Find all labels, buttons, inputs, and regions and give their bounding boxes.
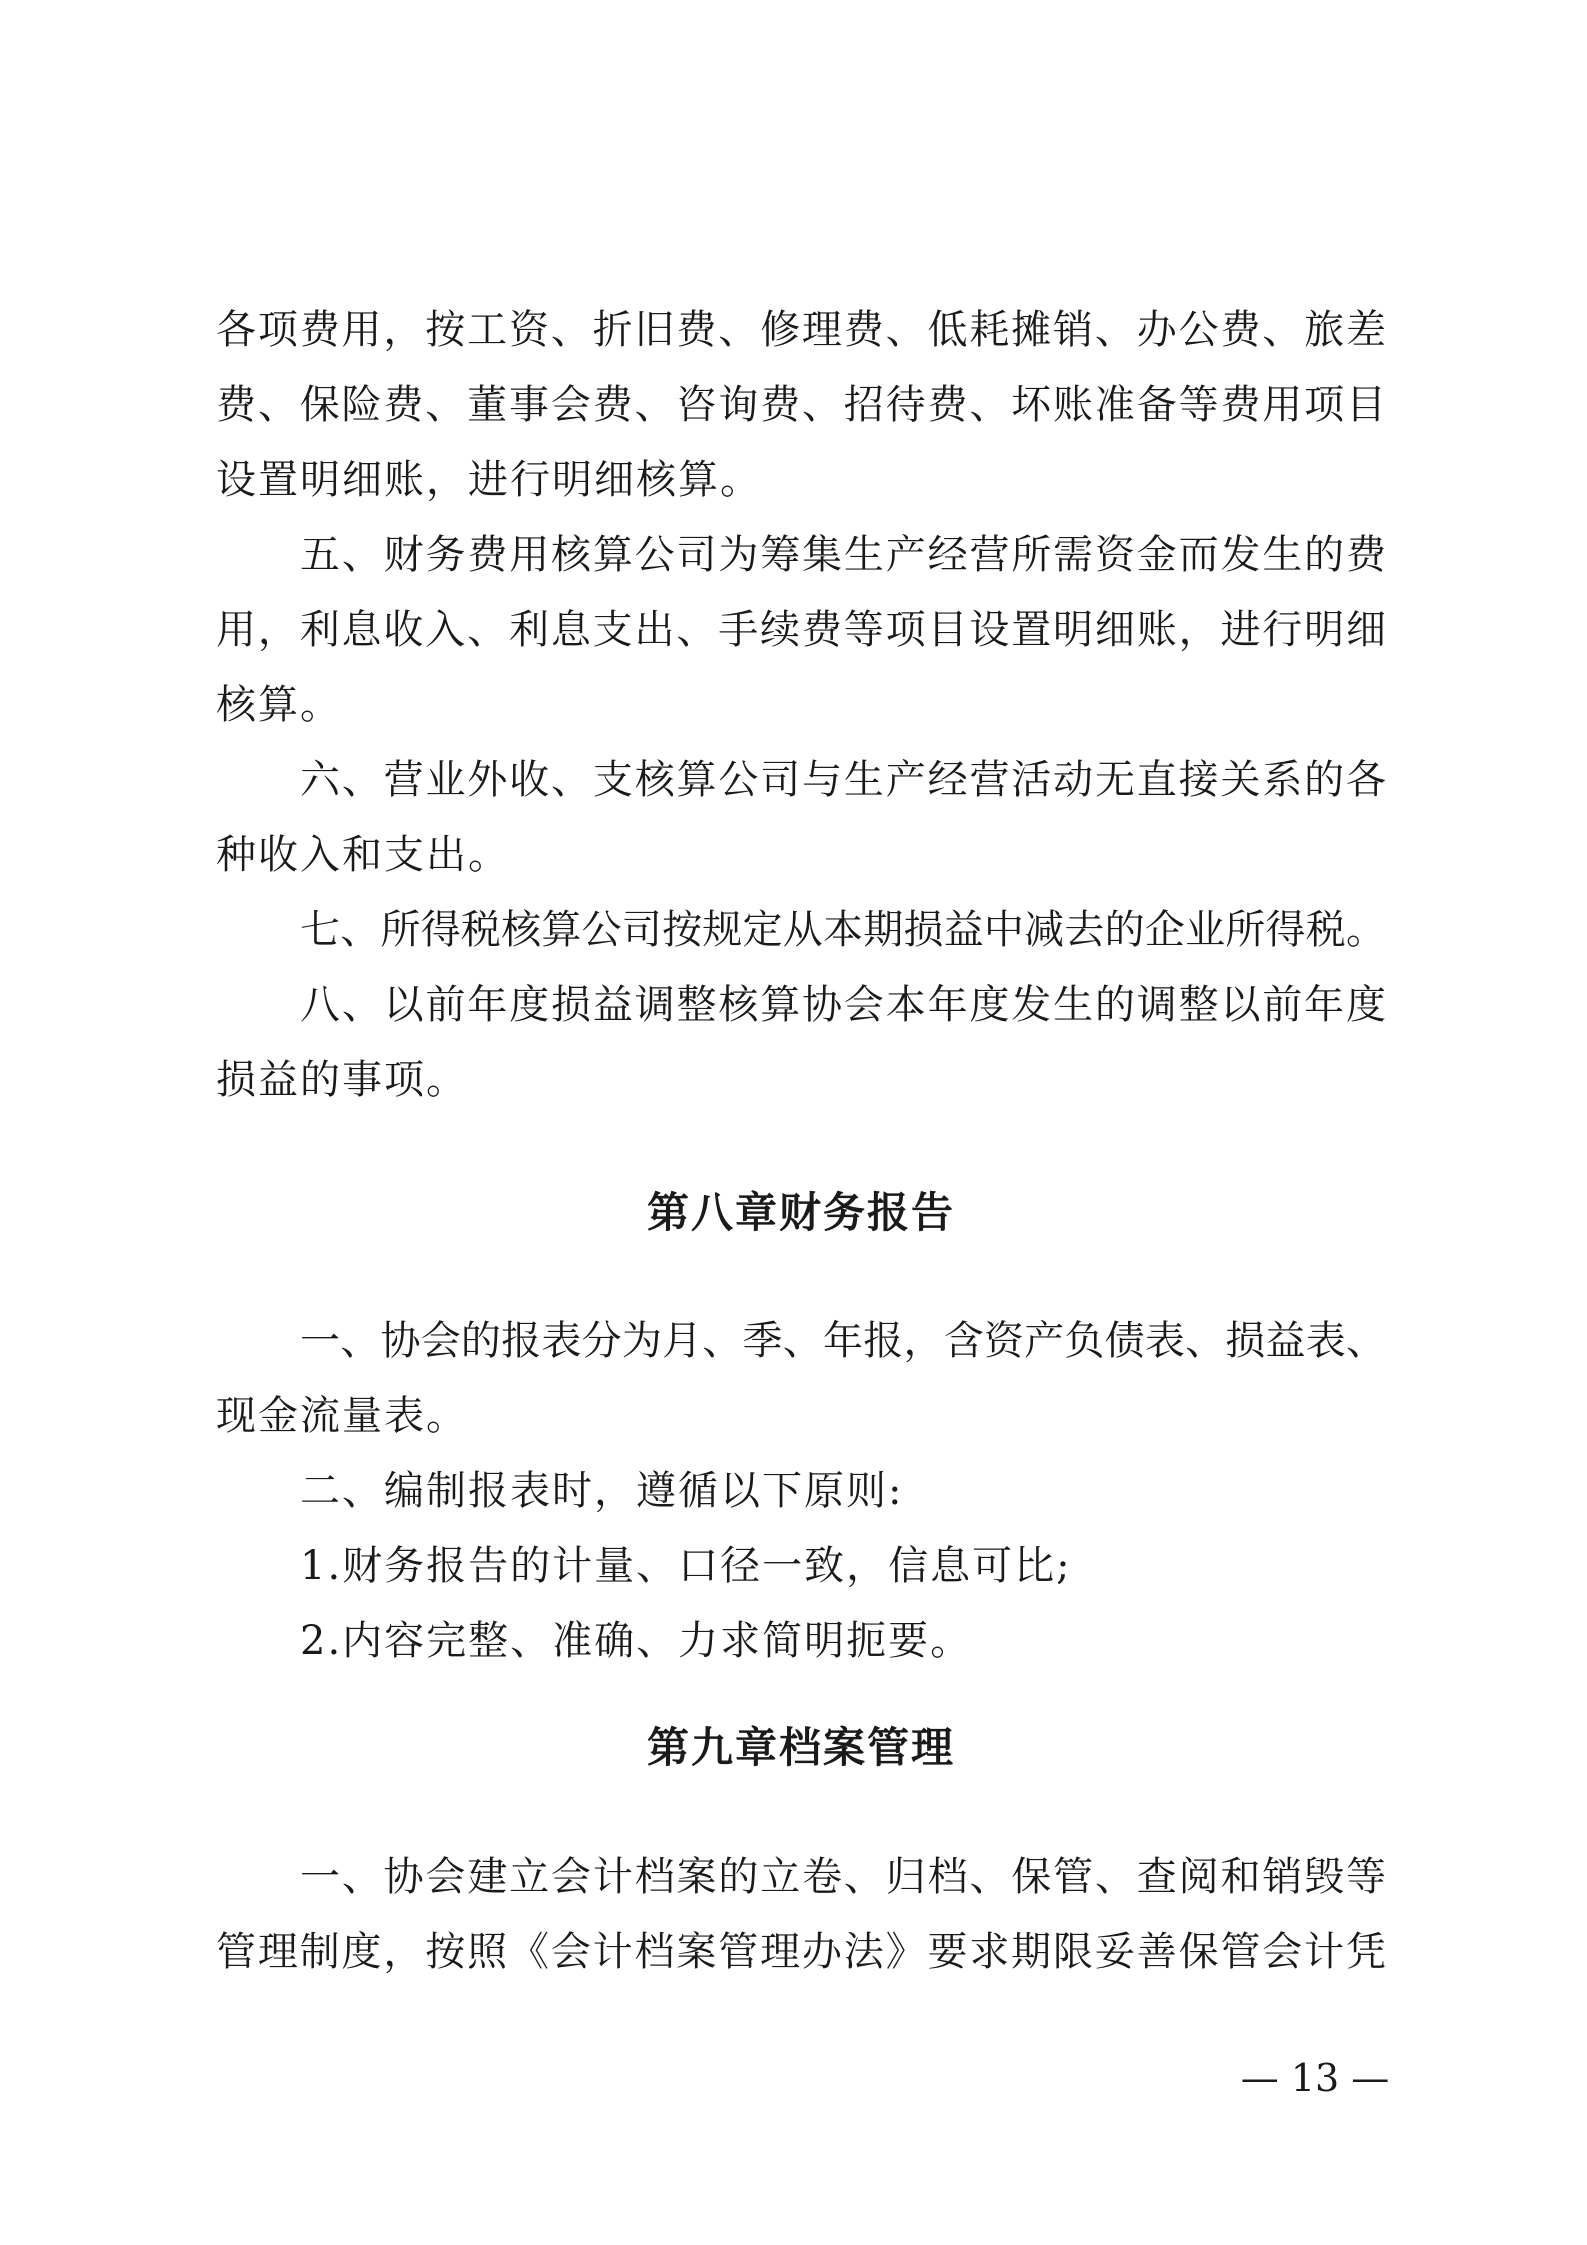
body-text-line: 设置明细账，进行明细核算。: [216, 457, 762, 503]
body-text-line: 各项费用，按工资、折旧费、修理费、低耗摊销、办公费、旅差: [216, 307, 1386, 353]
body-text-line: 现金流量表。: [216, 1393, 468, 1439]
page-number: — 13 —: [1240, 2056, 1390, 2100]
body-text-line: 六、营业外收、支核算公司与生产经营活动无直接关系的各: [300, 757, 1386, 803]
body-text-line: 损益的事项。: [216, 1057, 468, 1103]
body-text-line: 核算。: [216, 682, 342, 728]
chapter-heading: 第八章财务报告: [646, 1188, 955, 1237]
body-text-line: 一、协会的报表分为月、季、年报，含资产负债表、损益表、: [300, 1318, 1386, 1364]
body-text-line: 1.财务报告的计量、口径一致，信息可比;: [300, 1543, 1072, 1589]
body-text-line: 一、协会建立会计档案的立卷、归档、保管、查阅和销毁等: [300, 1854, 1386, 1900]
body-text-line: 五、财务费用核算公司为筹集生产经营所需资金而发生的费: [300, 532, 1386, 578]
body-text-line: 种收入和支出。: [216, 832, 510, 878]
body-text-line: 管理制度，按照《会计档案管理办法》要求期限妥善保管会计凭: [216, 1929, 1386, 1975]
chapter-heading: 第九章档案管理: [646, 1723, 955, 1772]
body-text-line: 二、编制报表时，遵循以下原则:: [300, 1468, 904, 1514]
body-text-line: 费、保险费、董事会费、咨询费、招待费、坏账准备等费用项目: [216, 382, 1386, 428]
body-text-line: 2.内容完整、准确、力求简明扼要。: [300, 1618, 973, 1664]
body-text-line: 七、所得税核算公司按规定从本期损益中减去的企业所得税。: [300, 907, 1386, 953]
body-text-line: 八、以前年度损益调整核算协会本年度发生的调整以前年度: [300, 982, 1386, 1028]
body-text-line: 用，利息收入、利息支出、手续费等项目设置明细账，进行明细: [216, 607, 1386, 653]
